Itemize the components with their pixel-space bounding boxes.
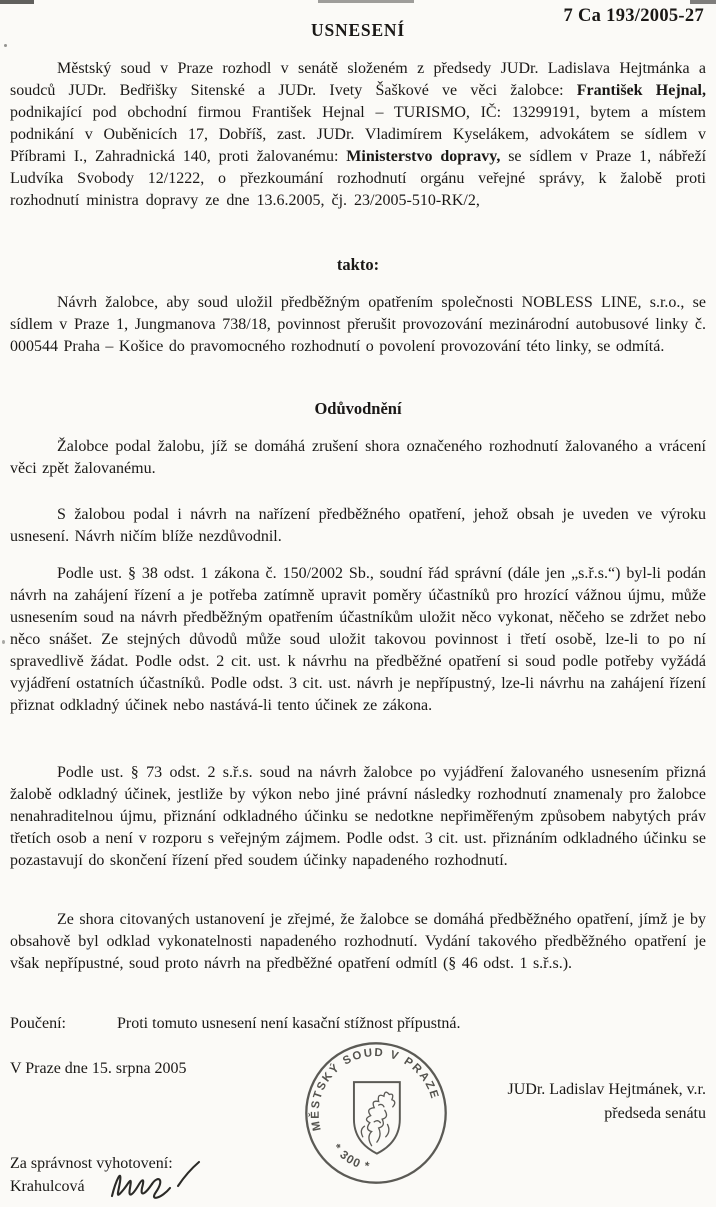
- judge-signature-name: JUDr. Ladislav Hejtmánek, v.r.: [507, 1081, 706, 1098]
- heading-oduvodneni: Odůvodnění: [314, 399, 402, 418]
- clerk-name: Krahulcová: [10, 1178, 85, 1195]
- judge-signature-role: předseda senátu: [604, 1105, 706, 1122]
- defendant-name: Ministerstvo dopravy,: [346, 148, 501, 165]
- body-paragraph: Podle ust. § 38 odst. 1 zákona č. 150/2002 Sb., soudní řád správní (dále jen „s.ř.s.“) byl-li podán návrh na zahájení řízení a je potřeba zatímně upravit poměry účastníků pro hrozící vážnou újmu, může usnesením soud na návrh předběžným opatřením účastníkům uložit něco vykonat, něčeho se zdržet nebo něco snášet. Ze stejných důvodů může soud uložit takovou povinnost i třetí osobě, lze-li to po ní spravedlivě žádat. Podle odst. 2 cit. ust. k návrhu na předběžné opatření si soud podle potřeby vyžádá vyjádření ostatních účastníků. Podle odst. 3 cit. ust. návrh je nepřípustný, lze-li návrhu na zahájení řízení přiznat odkladný účinek nebo nastává-li tento účinek ze zákona.: [10, 565, 706, 714]
- stamp-number: * 300 *: [329, 1141, 372, 1174]
- pouceni-text: Proti tomuto usnesení není kasační stížnost přípustná.: [117, 1015, 461, 1032]
- scan-artifact: [4, 44, 7, 47]
- heading-takto: takto:: [336, 255, 380, 274]
- pouceni-label: Poučení:: [10, 1015, 66, 1032]
- intro-text: podnikající pod obchodní firmou František Hejnal – TURISMO, IČ: 13299191, bytem a místem podnikání v Ouběnicích 17, Dobříš, zast. JUDr. Vladimírem Kyselákem, advokátem se sídlem v Příbrami I., Zahradnická 140, proti žalovanému:: [10, 104, 706, 165]
- plaintiff-name: František Hejnal,: [576, 82, 707, 99]
- scan-artifact: [318, 0, 414, 3]
- body-paragraph: Žalobce podal žalobu, jíž se domáhá zrušení shora označeného rozhodnutí žalovaného a vrácení věci zpět žalovanému.: [10, 438, 706, 477]
- scan-artifact: [690, 0, 716, 4]
- correctness-label: Za správnost vyhotovení:: [10, 1155, 173, 1172]
- intro-paragraph: [10, 58, 706, 212]
- document-title: USNESENÍ: [311, 20, 405, 40]
- intro-text: Městský soud v Praze rozhodl v senátě složeném z předsedy JUDr. Ladislava Hejtmánka a soudců JUDr. Bedřišky Sitenské a JUDr. Ivety Šaškové ve věci žalobce:: [10, 60, 706, 99]
- date-line: V Praze dne 15. srpna 2005: [10, 1060, 187, 1077]
- case-number: 7 Ca 193/2005-27: [563, 6, 704, 26]
- verdict-paragraph: Návrh žalobce, aby soud uložil předběžným opatřením společnosti NOBLESS LINE, s.r.o., se sídlem v Praze 1, Jungmanova 738/18, povinnost přerušit provozování mezinárodní autobusové linky č. 000544 Praha – Košice do pravomocného rozhodnutí o povolení provozování této linky, se odmítá.: [10, 294, 706, 355]
- body-paragraph: Podle ust. § 73 odst. 2 s.ř.s. soud na návrh žalobce po vyjádření žalovaného usnesením přizná žalobě odkladný účinek, jestliže by výkon nebo jiné právní následky rozhodnutí znamenaly pro žalobce nenahraditelnou újmu, přiznání odkladného účinku se nedotkne nepřiměřeným způsobem nabytých práv třetích osob a není v rozporu s veřejným zájmem. Podle odst. 3 cit. ust. přiznáním odkladného účinku se pozastavují do skončení řízení před soudem účinky napadeného rozhodnutí.: [10, 764, 706, 869]
- body-paragraph: S žalobou podal i návrh na nařízení předběžného opatření, jehož obsah je uveden ve výroku usnesení. Návrh ničím blíže nezdůvodnil.: [10, 506, 706, 545]
- intro-text: se sídlem v Praze 1, nábřeží Ludvíka Svobody 12/1222, o přezkoumání rozhodnutí orgánu veřejné správy, k žalobě proti rozhodnutí ministra dopravy ze dne 13.6.2005, čj. 23/2005-510-RK/2,: [10, 148, 707, 209]
- body-paragraph: Ze shora citovaných ustanovení je zřejmé, že žalobce se domáhá předběžného opatření, jímž je by obsahově byl odklad vykonatelnosti napadeného rozhodnutí. Vydání takového předběžného opatření je však nepřípustné, soud proto návrh na předběžné opatření odmítl (§ 46 odst. 1 s.ř.s.).: [10, 911, 706, 972]
- stamp-ring-text: MĚSTSKÝ SOUD V PRAZE: [309, 1046, 441, 1132]
- scan-artifact: [0, 0, 34, 4]
- scan-artifact: [2, 640, 5, 644]
- pouceni-row: [10, 1013, 706, 1035]
- clerk-signature-scribble: [104, 1160, 214, 1202]
- judge-signature-block: [10, 1078, 706, 1126]
